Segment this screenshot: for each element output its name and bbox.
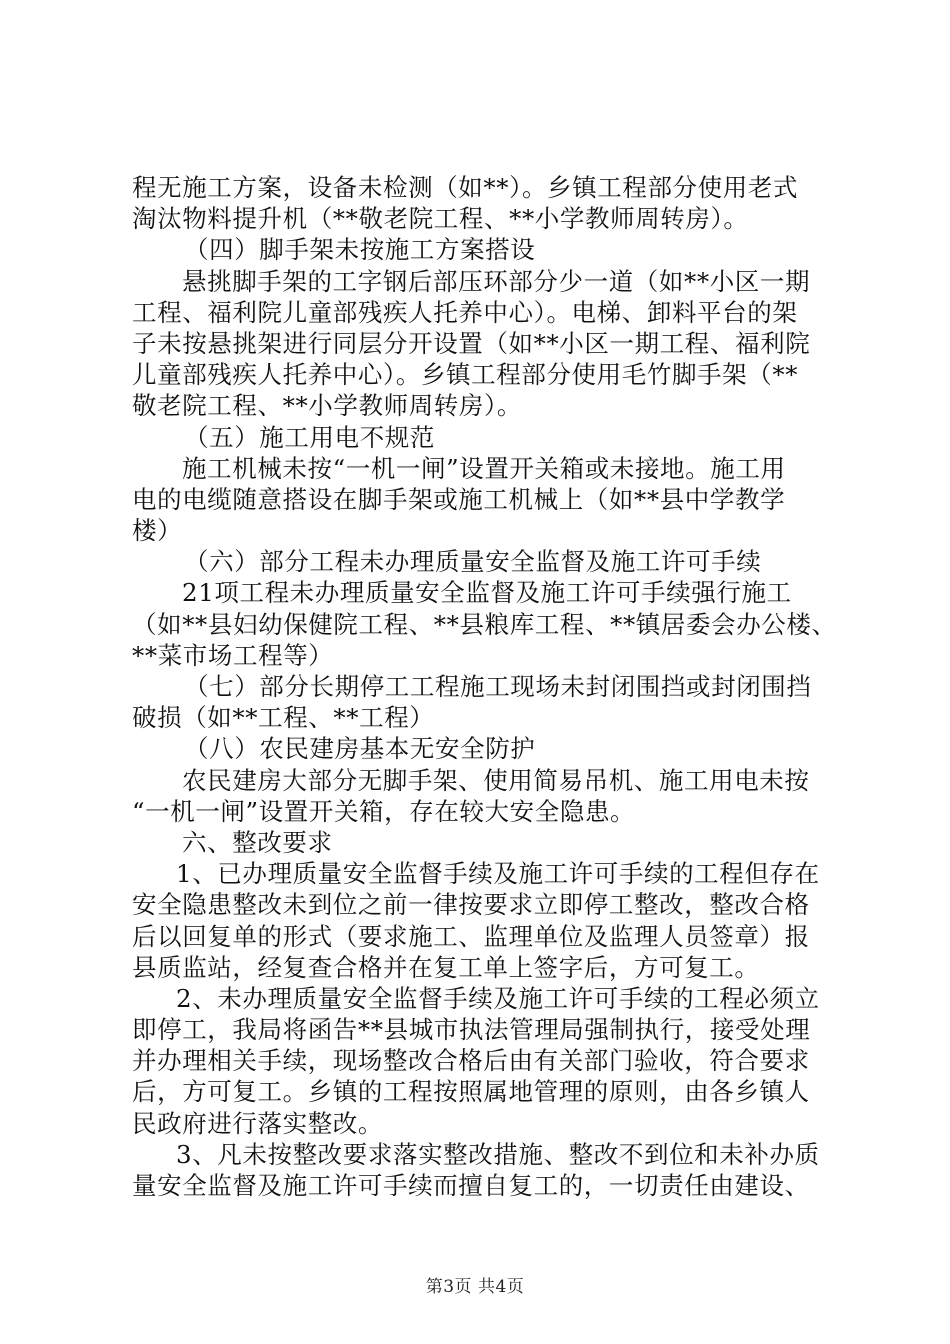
text-line: 安全隐患整改未到位之前一律按要求立即停工整改，整改合格: [132, 890, 810, 920]
text-line: 工程、福利院儿童部残疾人托养中心）。电梯、卸料平台的架: [132, 297, 798, 327]
section-heading: 六、整改要求: [182, 827, 333, 857]
text-line: 民政府进行落实整改。: [132, 1108, 383, 1138]
text-line: 施工机械未按“一机一闸”设置开关箱或未接地。施工用: [182, 453, 786, 483]
text-line: 悬挑脚手架的工字钢后部压环部分少一道（如**小区一期: [182, 266, 811, 296]
section-heading: （四）脚手架未按施工方案搭设: [184, 235, 536, 265]
text-line: 即停工，我局将函告**县城市执法管理局强制执行，接受处理: [132, 1015, 811, 1045]
page-number: 第3页 共4页: [425, 1277, 525, 1297]
text-line: 敬老院工程、**小学教师周转房）。: [132, 391, 522, 421]
section-heading: （八）农民建房基本无安全防护: [184, 734, 536, 764]
text-line: 县质监站，经复查合格并在复工单上签字后，方可复工。: [132, 952, 760, 982]
section-heading: （五）施工用电不规范: [184, 422, 435, 452]
text-line: 2、未办理质量安全监督手续及施工许可手续的工程必须立: [176, 983, 820, 1013]
document-body: [132, 172, 837, 1201]
text-line: 淘汰物料提升机（**敬老院工程、**小学教师周转房）。: [132, 204, 749, 234]
text-line: 并办理相关手续，现场整改合格后由有关部门验收，符合要求: [132, 1046, 810, 1076]
section-heading: （六）部分工程未办理质量安全监督及施工许可手续: [184, 547, 762, 577]
text-line: 儿童部残疾人托养中心）。乡镇工程部分使用毛竹脚手架（**: [132, 360, 799, 390]
text-line: 21项工程未办理质量安全监督及施工许可手续强行施工: [182, 578, 792, 608]
text-line: （如**县妇幼保健院工程、**县粮库工程、**镇居委会办公楼、: [132, 609, 837, 639]
section-heading: （七）部分长期停工工程施工现场未封闭围挡或封闭围挡: [184, 672, 812, 701]
text-line: 子未按悬挑架进行同层分开设置（如**小区一期工程、福利院: [132, 328, 811, 358]
text-line: 量安全监督及施工许可手续而擅自复工的，一切责任由建设、: [132, 1171, 810, 1200]
text-line: 破损（如**工程、**工程）: [132, 703, 435, 733]
text-line: 楼）: [132, 516, 183, 546]
text-line: 电的电缆随意搭设在脚手架或施工机械上（如**县中学教学: [132, 484, 786, 514]
text-line: **菜市场工程等）: [132, 640, 334, 670]
text-line: 农民建房大部分无脚手架、使用简易吊机、施工用电未按: [182, 765, 810, 795]
text-line: 3、凡未按整改要求落实整改措施、整改不到位和未补办质: [176, 1139, 820, 1169]
text-line: 1、已办理质量安全监督手续及施工许可手续的工程但存在: [176, 859, 820, 889]
text-line: “一机一闸”设置开关箱，存在较大安全隐患。: [132, 796, 636, 826]
text-line: 后，方可复工。乡镇的工程按照属地管理的原则，由各乡镇人: [132, 1077, 810, 1107]
text-line: 程无施工方案，设备未检测（如**）。乡镇工程部分使用老式: [132, 173, 799, 202]
text-line: 后以回复单的形式（要求施工、监理单位及监理人员签章）报: [132, 921, 810, 951]
